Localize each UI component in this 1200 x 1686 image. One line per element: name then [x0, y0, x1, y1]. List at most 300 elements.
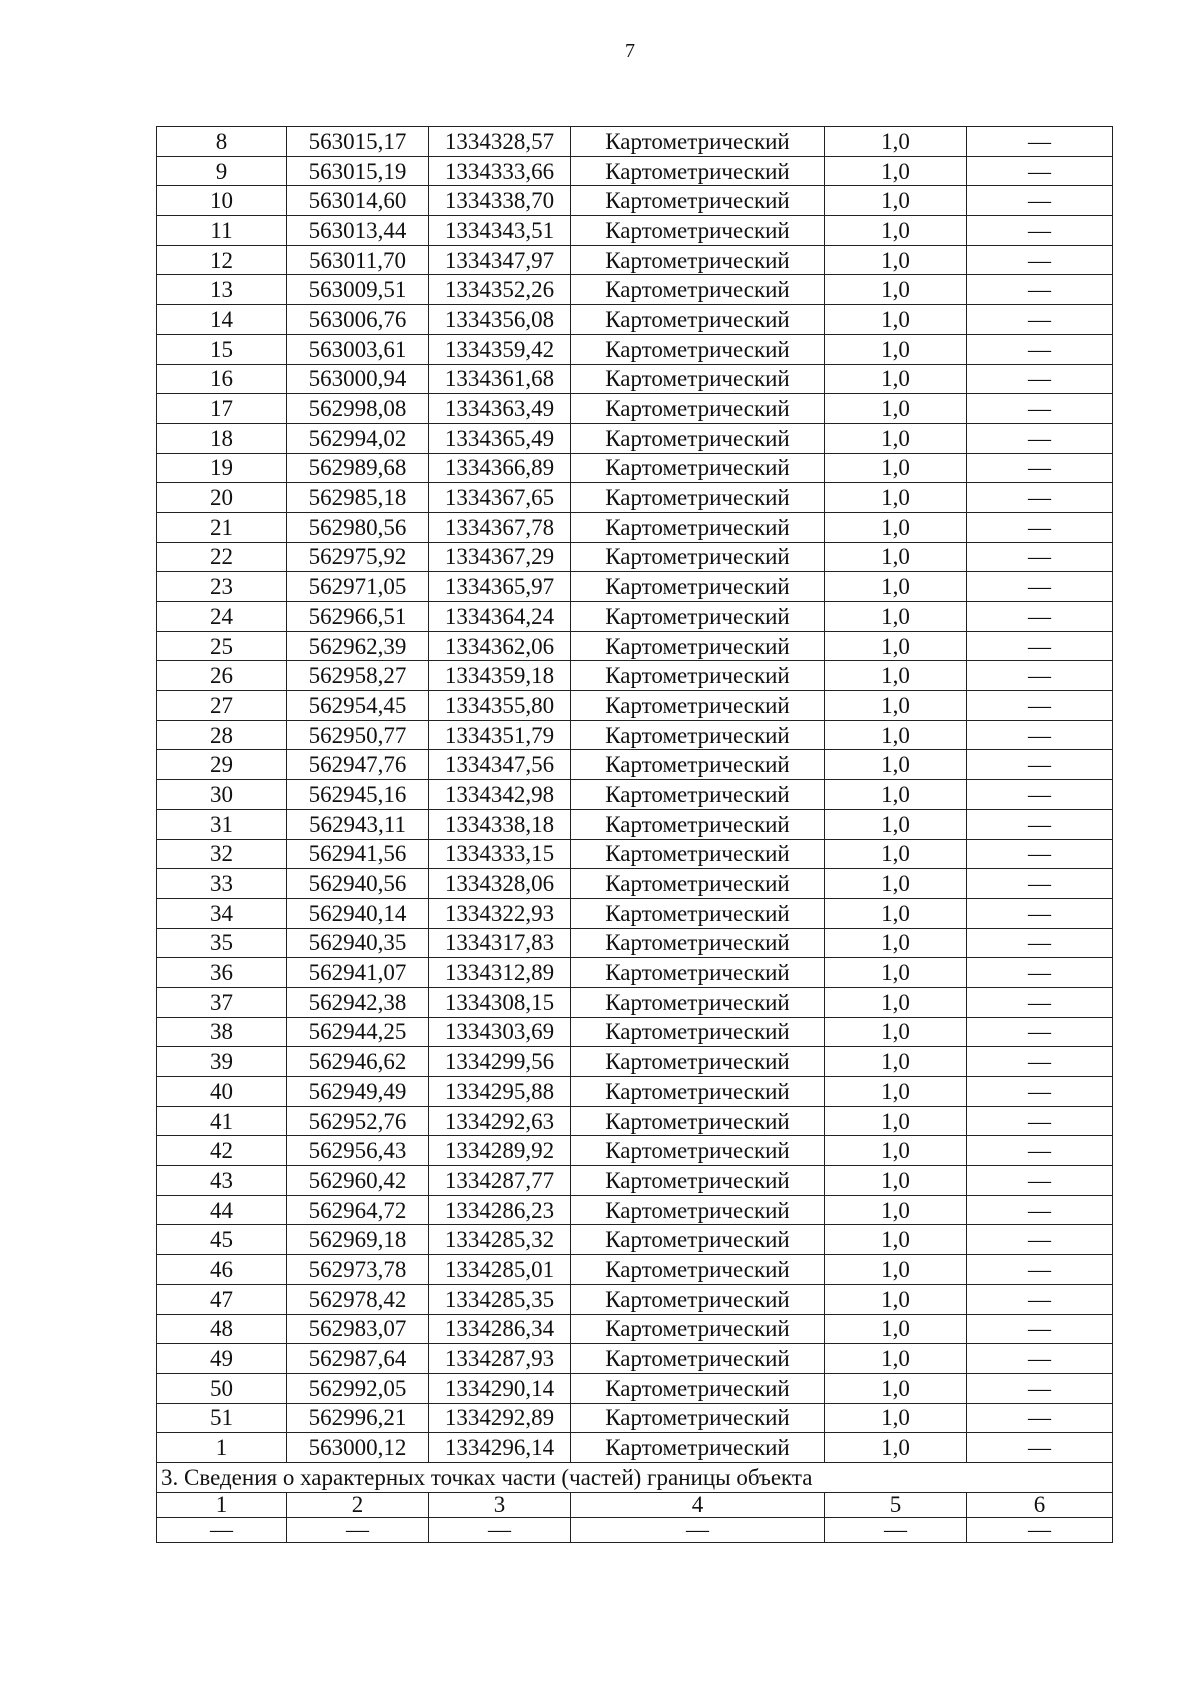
accuracy-cell: 1,0	[825, 898, 967, 928]
point-number-cell: 50	[157, 1373, 287, 1403]
description-cell: —	[967, 1344, 1113, 1374]
x-coordinate-cell: 562954,45	[287, 691, 429, 721]
method-cell: Картометрический	[571, 1195, 825, 1225]
y-coordinate-cell: 1334287,93	[429, 1344, 571, 1374]
accuracy-cell: 1,0	[825, 1284, 967, 1314]
table-row	[157, 720, 1113, 750]
description-cell: —	[967, 483, 1113, 513]
column-number-cell: 6	[967, 1492, 1113, 1517]
x-coordinate-cell: 563003,61	[287, 334, 429, 364]
point-number-cell: 37	[157, 987, 287, 1017]
table-row	[157, 1314, 1113, 1344]
y-coordinate-cell: 1334362,06	[429, 631, 571, 661]
x-coordinate-cell: 562966,51	[287, 602, 429, 632]
x-coordinate-cell: 563000,12	[287, 1433, 429, 1463]
point-number-cell: 42	[157, 1136, 287, 1166]
y-coordinate-cell: 1334328,06	[429, 869, 571, 899]
x-coordinate-cell: 562973,78	[287, 1255, 429, 1285]
y-coordinate-cell: 1334342,98	[429, 780, 571, 810]
method-cell: Картометрический	[571, 483, 825, 513]
x-coordinate-cell: 562975,92	[287, 542, 429, 572]
column-number-cell: 4	[571, 1492, 825, 1517]
point-number-cell: 25	[157, 631, 287, 661]
point-number-cell: 44	[157, 1195, 287, 1225]
point-number-cell: 20	[157, 483, 287, 513]
x-coordinate-cell: 563011,70	[287, 245, 429, 275]
accuracy-cell: 1,0	[825, 1047, 967, 1077]
x-coordinate-cell: 562994,02	[287, 423, 429, 453]
point-number-cell: 45	[157, 1225, 287, 1255]
description-cell: —	[967, 780, 1113, 810]
description-cell: —	[967, 1047, 1113, 1077]
table-row	[157, 1166, 1113, 1196]
method-cell: Картометрический	[571, 186, 825, 216]
method-cell: Картометрический	[571, 750, 825, 780]
point-number-cell: 31	[157, 809, 287, 839]
table-row	[157, 305, 1113, 335]
x-coordinate-cell: 562969,18	[287, 1225, 429, 1255]
table-row	[157, 423, 1113, 453]
y-coordinate-cell: 1334285,35	[429, 1284, 571, 1314]
method-cell: Картометрический	[571, 1106, 825, 1136]
description-cell: —	[967, 928, 1113, 958]
accuracy-cell: 1,0	[825, 423, 967, 453]
point-number-cell: 35	[157, 928, 287, 958]
column-number-cell: 3	[429, 1492, 571, 1517]
y-coordinate-cell: 1334338,70	[429, 186, 571, 216]
table-row	[157, 631, 1113, 661]
method-cell: Картометрический	[571, 1047, 825, 1077]
empty-cell: —	[571, 1517, 825, 1542]
description-cell: —	[967, 127, 1113, 157]
table-row	[157, 1403, 1113, 1433]
x-coordinate-cell: 562992,05	[287, 1373, 429, 1403]
point-number-cell: 43	[157, 1166, 287, 1196]
y-coordinate-cell: 1334356,08	[429, 305, 571, 335]
empty-cell: —	[157, 1517, 287, 1542]
y-coordinate-cell: 1334365,97	[429, 572, 571, 602]
point-number-cell: 27	[157, 691, 287, 721]
point-number-cell: 49	[157, 1344, 287, 1374]
method-cell: Картометрический	[571, 602, 825, 632]
point-number-cell: 46	[157, 1255, 287, 1285]
point-number-cell: 34	[157, 898, 287, 928]
accuracy-cell: 1,0	[825, 186, 967, 216]
y-coordinate-cell: 1334295,88	[429, 1077, 571, 1107]
y-coordinate-cell: 1334361,68	[429, 364, 571, 394]
x-coordinate-cell: 562943,11	[287, 809, 429, 839]
coordinates-table-body	[157, 127, 1113, 1463]
point-number-cell: 18	[157, 423, 287, 453]
method-cell: Картометрический	[571, 1225, 825, 1255]
table-row	[157, 1284, 1113, 1314]
method-cell: Картометрический	[571, 216, 825, 246]
accuracy-cell: 1,0	[825, 691, 967, 721]
x-coordinate-cell: 562946,62	[287, 1047, 429, 1077]
method-cell: Картометрический	[571, 631, 825, 661]
method-cell: Картометрический	[571, 839, 825, 869]
accuracy-cell: 1,0	[825, 127, 967, 157]
accuracy-cell: 1,0	[825, 869, 967, 899]
method-cell: Картометрический	[571, 1077, 825, 1107]
accuracy-cell: 1,0	[825, 245, 967, 275]
table-row	[157, 691, 1113, 721]
y-coordinate-cell: 1334351,79	[429, 720, 571, 750]
table-row	[157, 602, 1113, 632]
y-coordinate-cell: 1334285,32	[429, 1225, 571, 1255]
section-3-empty-row	[157, 1517, 1113, 1542]
x-coordinate-cell: 562960,42	[287, 1166, 429, 1196]
method-cell: Картометрический	[571, 1344, 825, 1374]
accuracy-cell: 1,0	[825, 987, 967, 1017]
y-coordinate-cell: 1334296,14	[429, 1433, 571, 1463]
accuracy-cell: 1,0	[825, 720, 967, 750]
method-cell: Картометрический	[571, 1433, 825, 1463]
y-coordinate-cell: 1334289,92	[429, 1136, 571, 1166]
x-coordinate-cell: 562983,07	[287, 1314, 429, 1344]
table-row	[157, 1047, 1113, 1077]
x-coordinate-cell: 562945,16	[287, 780, 429, 810]
y-coordinate-cell: 1334333,66	[429, 156, 571, 186]
table-row	[157, 898, 1113, 928]
y-coordinate-cell: 1334343,51	[429, 216, 571, 246]
accuracy-cell: 1,0	[825, 1195, 967, 1225]
x-coordinate-cell: 562947,76	[287, 750, 429, 780]
table-row	[157, 928, 1113, 958]
x-coordinate-cell: 562952,76	[287, 1106, 429, 1136]
description-cell: —	[967, 720, 1113, 750]
method-cell: Картометрический	[571, 156, 825, 186]
table-row	[157, 1433, 1113, 1463]
table-row	[157, 453, 1113, 483]
method-cell: Картометрический	[571, 542, 825, 572]
point-number-cell: 12	[157, 245, 287, 275]
y-coordinate-cell: 1334290,14	[429, 1373, 571, 1403]
x-coordinate-cell: 563006,76	[287, 305, 429, 335]
accuracy-cell: 1,0	[825, 364, 967, 394]
accuracy-cell: 1,0	[825, 334, 967, 364]
x-coordinate-cell: 563015,17	[287, 127, 429, 157]
accuracy-cell: 1,0	[825, 750, 967, 780]
y-coordinate-cell: 1334367,65	[429, 483, 571, 513]
point-number-cell: 19	[157, 453, 287, 483]
method-cell: Картометрический	[571, 512, 825, 542]
description-cell: —	[967, 1225, 1113, 1255]
column-number-cell: 1	[157, 1492, 287, 1517]
description-cell: —	[967, 1403, 1113, 1433]
table-row	[157, 512, 1113, 542]
accuracy-cell: 1,0	[825, 1106, 967, 1136]
x-coordinate-cell: 562940,35	[287, 928, 429, 958]
accuracy-cell: 1,0	[825, 1166, 967, 1196]
table-row	[157, 958, 1113, 988]
point-number-cell: 51	[157, 1403, 287, 1433]
point-number-cell: 13	[157, 275, 287, 305]
table-row	[157, 572, 1113, 602]
accuracy-cell: 1,0	[825, 1373, 967, 1403]
accuracy-cell: 1,0	[825, 780, 967, 810]
point-number-cell: 28	[157, 720, 287, 750]
y-coordinate-cell: 1334347,97	[429, 245, 571, 275]
column-number-cell: 5	[825, 1492, 967, 1517]
description-cell: —	[967, 1314, 1113, 1344]
point-number-cell: 10	[157, 186, 287, 216]
accuracy-cell: 1,0	[825, 839, 967, 869]
point-number-cell: 39	[157, 1047, 287, 1077]
y-coordinate-cell: 1334365,49	[429, 423, 571, 453]
y-coordinate-cell: 1334287,77	[429, 1166, 571, 1196]
method-cell: Картометрический	[571, 453, 825, 483]
point-number-cell: 40	[157, 1077, 287, 1107]
accuracy-cell: 1,0	[825, 512, 967, 542]
accuracy-cell: 1,0	[825, 1077, 967, 1107]
table-row	[157, 1225, 1113, 1255]
description-cell: —	[967, 809, 1113, 839]
description-cell: —	[967, 394, 1113, 424]
x-coordinate-cell: 562949,49	[287, 1077, 429, 1107]
description-cell: —	[967, 1017, 1113, 1047]
method-cell: Картометрический	[571, 661, 825, 691]
table-row	[157, 1344, 1113, 1374]
description-cell: —	[967, 305, 1113, 335]
x-coordinate-cell: 562944,25	[287, 1017, 429, 1047]
accuracy-cell: 1,0	[825, 1314, 967, 1344]
x-coordinate-cell: 562996,21	[287, 1403, 429, 1433]
description-cell: —	[967, 1077, 1113, 1107]
point-number-cell: 30	[157, 780, 287, 810]
accuracy-cell: 1,0	[825, 631, 967, 661]
y-coordinate-cell: 1334367,29	[429, 542, 571, 572]
description-cell: —	[967, 631, 1113, 661]
y-coordinate-cell: 1334347,56	[429, 750, 571, 780]
accuracy-cell: 1,0	[825, 809, 967, 839]
accuracy-cell: 1,0	[825, 572, 967, 602]
accuracy-cell: 1,0	[825, 1136, 967, 1166]
method-cell: Картометрический	[571, 245, 825, 275]
y-coordinate-cell: 1334285,01	[429, 1255, 571, 1285]
method-cell: Картометрический	[571, 1284, 825, 1314]
y-coordinate-cell: 1334364,24	[429, 602, 571, 632]
column-number-cell: 2	[287, 1492, 429, 1517]
table-row	[157, 542, 1113, 572]
point-number-cell: 15	[157, 334, 287, 364]
table-row	[157, 1136, 1113, 1166]
method-cell: Картометрический	[571, 898, 825, 928]
table-row	[157, 1255, 1113, 1285]
method-cell: Картометрический	[571, 305, 825, 335]
accuracy-cell: 1,0	[825, 1403, 967, 1433]
point-number-cell: 8	[157, 127, 287, 157]
y-coordinate-cell: 1334352,26	[429, 275, 571, 305]
table-row	[157, 216, 1113, 246]
point-number-cell: 47	[157, 1284, 287, 1314]
method-cell: Картометрический	[571, 394, 825, 424]
page-number: 7	[625, 40, 635, 62]
description-cell: —	[967, 869, 1113, 899]
description-cell: —	[967, 1136, 1113, 1166]
empty-cell: —	[287, 1517, 429, 1542]
description-cell: —	[967, 1255, 1113, 1285]
method-cell: Картометрический	[571, 809, 825, 839]
point-number-cell: 17	[157, 394, 287, 424]
y-coordinate-cell: 1334355,80	[429, 691, 571, 721]
description-cell: —	[967, 1106, 1113, 1136]
description-cell: —	[967, 334, 1113, 364]
x-coordinate-cell: 562964,72	[287, 1195, 429, 1225]
x-coordinate-cell: 563014,60	[287, 186, 429, 216]
method-cell: Картометрический	[571, 1017, 825, 1047]
method-cell: Картометрический	[571, 720, 825, 750]
section-3-title: 3. Сведения о характерных точках части (частей) границы объекта	[157, 1462, 1113, 1492]
point-number-cell: 33	[157, 869, 287, 899]
accuracy-cell: 1,0	[825, 1017, 967, 1047]
y-coordinate-cell: 1334303,69	[429, 1017, 571, 1047]
description-cell: —	[967, 364, 1113, 394]
point-number-cell: 26	[157, 661, 287, 691]
accuracy-cell: 1,0	[825, 1255, 967, 1285]
x-coordinate-cell: 563000,94	[287, 364, 429, 394]
method-cell: Картометрический	[571, 987, 825, 1017]
table-row	[157, 186, 1113, 216]
point-number-cell: 48	[157, 1314, 287, 1344]
y-coordinate-cell: 1334338,18	[429, 809, 571, 839]
table-row	[157, 483, 1113, 513]
x-coordinate-cell: 562940,56	[287, 869, 429, 899]
section-3-header-row	[157, 1492, 1113, 1517]
accuracy-cell: 1,0	[825, 305, 967, 335]
description-cell: —	[967, 216, 1113, 246]
description-cell: —	[967, 156, 1113, 186]
point-number-cell: 29	[157, 750, 287, 780]
description-cell: —	[967, 572, 1113, 602]
description-cell: —	[967, 275, 1113, 305]
x-coordinate-cell: 562950,77	[287, 720, 429, 750]
y-coordinate-cell: 1334292,63	[429, 1106, 571, 1136]
description-cell: —	[967, 750, 1113, 780]
method-cell: Картометрический	[571, 1136, 825, 1166]
accuracy-cell: 1,0	[825, 1433, 967, 1463]
y-coordinate-cell: 1334299,56	[429, 1047, 571, 1077]
y-coordinate-cell: 1334317,83	[429, 928, 571, 958]
x-coordinate-cell: 562978,42	[287, 1284, 429, 1314]
description-cell: —	[967, 602, 1113, 632]
x-coordinate-cell: 562941,07	[287, 958, 429, 988]
empty-cell: —	[967, 1517, 1113, 1542]
x-coordinate-cell: 562940,14	[287, 898, 429, 928]
table-row	[157, 1373, 1113, 1403]
description-cell: —	[967, 423, 1113, 453]
coordinates-table	[156, 126, 1113, 1543]
accuracy-cell: 1,0	[825, 216, 967, 246]
x-coordinate-cell: 562962,39	[287, 631, 429, 661]
description-cell: —	[967, 186, 1113, 216]
description-cell: —	[967, 898, 1113, 928]
table-row	[157, 780, 1113, 810]
description-cell: —	[967, 691, 1113, 721]
method-cell: Картометрический	[571, 1373, 825, 1403]
description-cell: —	[967, 512, 1113, 542]
method-cell: Картометрический	[571, 1255, 825, 1285]
method-cell: Картометрический	[571, 572, 825, 602]
y-coordinate-cell: 1334312,89	[429, 958, 571, 988]
method-cell: Картометрический	[571, 364, 825, 394]
table-row	[157, 156, 1113, 186]
x-coordinate-cell: 563015,19	[287, 156, 429, 186]
table-row	[157, 987, 1113, 1017]
accuracy-cell: 1,0	[825, 928, 967, 958]
x-coordinate-cell: 562998,08	[287, 394, 429, 424]
table-row	[157, 334, 1113, 364]
table-row	[157, 869, 1113, 899]
table-row	[157, 364, 1113, 394]
method-cell: Картометрический	[571, 928, 825, 958]
y-coordinate-cell: 1334333,15	[429, 839, 571, 869]
section-3	[157, 1462, 1113, 1542]
table-row	[157, 1195, 1113, 1225]
empty-cell: —	[825, 1517, 967, 1542]
table-row	[157, 1017, 1113, 1047]
x-coordinate-cell: 562980,56	[287, 512, 429, 542]
description-cell: —	[967, 1373, 1113, 1403]
point-number-cell: 32	[157, 839, 287, 869]
y-coordinate-cell: 1334286,34	[429, 1314, 571, 1344]
method-cell: Картометрический	[571, 1314, 825, 1344]
point-number-cell: 36	[157, 958, 287, 988]
point-number-cell: 22	[157, 542, 287, 572]
method-cell: Картометрический	[571, 958, 825, 988]
point-number-cell: 11	[157, 216, 287, 246]
table-row	[157, 839, 1113, 869]
method-cell: Картометрический	[571, 691, 825, 721]
point-number-cell: 24	[157, 602, 287, 632]
y-coordinate-cell: 1334328,57	[429, 127, 571, 157]
table-row	[157, 1106, 1113, 1136]
method-cell: Картометрический	[571, 275, 825, 305]
table-row	[157, 809, 1113, 839]
table-row	[157, 245, 1113, 275]
x-coordinate-cell: 563013,44	[287, 216, 429, 246]
table-row	[157, 661, 1113, 691]
point-number-cell: 23	[157, 572, 287, 602]
description-cell: —	[967, 839, 1113, 869]
x-coordinate-cell: 562971,05	[287, 572, 429, 602]
accuracy-cell: 1,0	[825, 1225, 967, 1255]
table-row	[157, 1077, 1113, 1107]
method-cell: Картометрический	[571, 869, 825, 899]
description-cell: —	[967, 1433, 1113, 1463]
y-coordinate-cell: 1334292,89	[429, 1403, 571, 1433]
description-cell: —	[967, 245, 1113, 275]
method-cell: Картометрический	[571, 334, 825, 364]
point-number-cell: 38	[157, 1017, 287, 1047]
method-cell: Картометрический	[571, 1403, 825, 1433]
x-coordinate-cell: 562956,43	[287, 1136, 429, 1166]
description-cell: —	[967, 661, 1113, 691]
accuracy-cell: 1,0	[825, 542, 967, 572]
method-cell: Картометрический	[571, 1166, 825, 1196]
section-3-title-row	[157, 1462, 1113, 1492]
description-cell: —	[967, 958, 1113, 988]
point-number-cell: 16	[157, 364, 287, 394]
point-number-cell: 9	[157, 156, 287, 186]
accuracy-cell: 1,0	[825, 453, 967, 483]
y-coordinate-cell: 1334286,23	[429, 1195, 571, 1225]
y-coordinate-cell: 1334367,78	[429, 512, 571, 542]
accuracy-cell: 1,0	[825, 958, 967, 988]
accuracy-cell: 1,0	[825, 661, 967, 691]
accuracy-cell: 1,0	[825, 1344, 967, 1374]
x-coordinate-cell: 562958,27	[287, 661, 429, 691]
